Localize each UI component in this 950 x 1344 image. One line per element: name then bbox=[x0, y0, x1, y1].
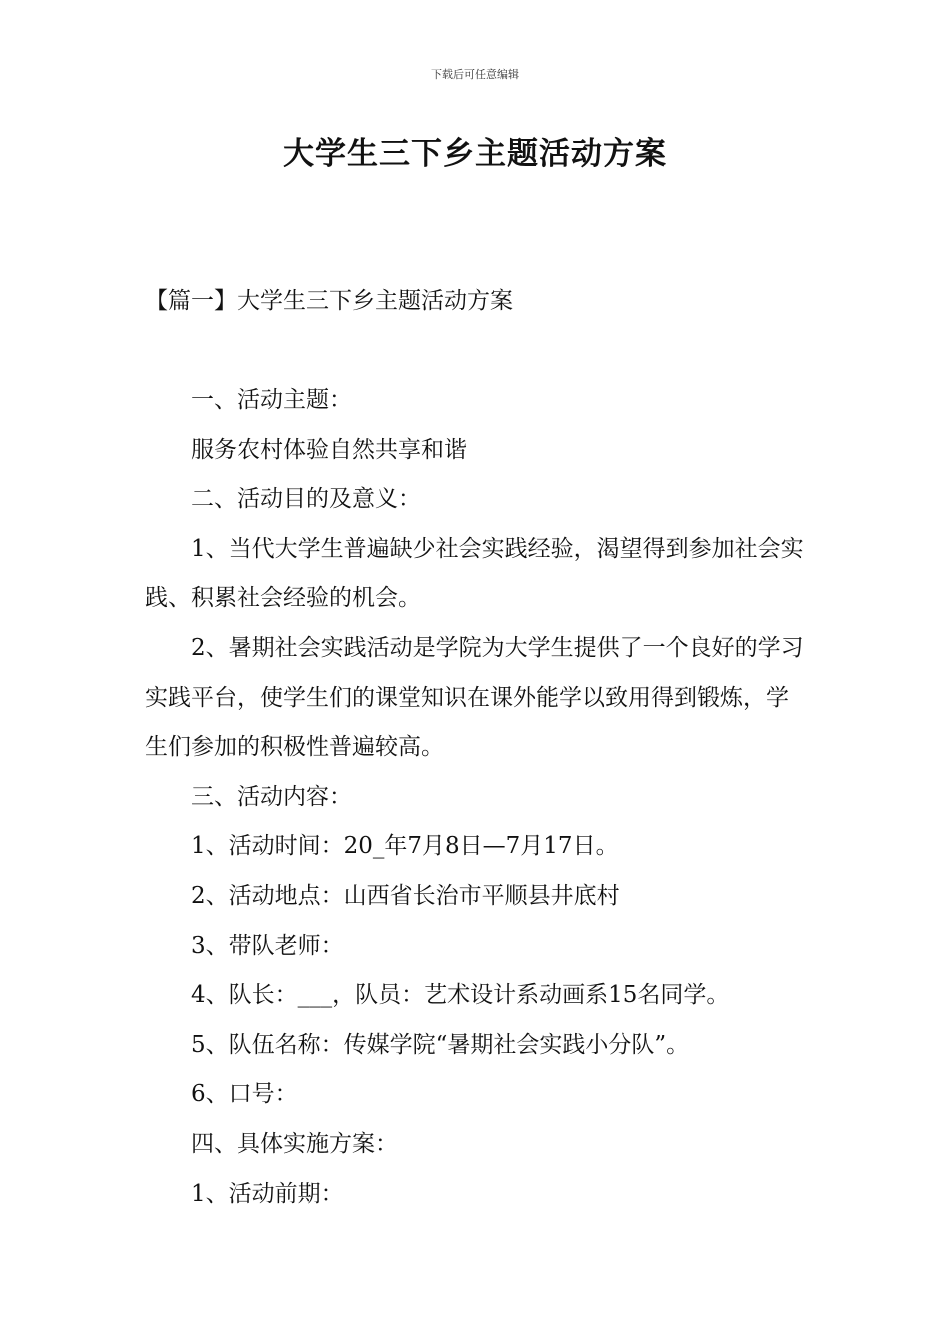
document-body bbox=[145, 376, 810, 1219]
paragraph: 3、带队老师： bbox=[191, 932, 344, 959]
paragraph: 2、活动地点：山西省长治市平顺县井底村 bbox=[191, 882, 620, 909]
paragraph: 5、队伍名称：传媒学院“暑期社会实践小分队”。 bbox=[191, 1031, 690, 1058]
paragraph: 1、活动前期： bbox=[191, 1180, 344, 1207]
paragraph: 1、活动时间：20_年7月8日—7月17日。 bbox=[191, 833, 619, 860]
section-title: 【篇一】大学生三下乡主题活动方案 bbox=[145, 288, 513, 314]
paragraph: 服务农村体验自然共享和谐 bbox=[191, 436, 467, 463]
paragraph: 1、当代大学生普遍缺少社会实践经验，渴望得到参加社会实践、积累社会经验的机会。 bbox=[145, 535, 804, 612]
paragraph: 2、暑期社会实践活动是学院为大学生提供了一个良好的学习实践平台，使学生们的课堂知识在课外能学以致用得到锻炼，学生们参加的积极性普遍较高。 bbox=[145, 634, 804, 761]
paragraph: 6、口号： bbox=[191, 1081, 298, 1108]
header-note: 下载后可任意编辑 bbox=[431, 68, 519, 81]
paragraph: 四、具体实施方案： bbox=[191, 1130, 398, 1157]
paragraph: 二、活动目的及意义： bbox=[191, 486, 421, 513]
paragraph: 一、活动主题： bbox=[191, 387, 352, 413]
paragraph: 三、活动内容： bbox=[191, 783, 352, 810]
paragraph: 4、队长：___，队员：艺术设计系动画系15名同学。 bbox=[191, 982, 730, 1009]
document-title: 大学生三下乡主题活动方案 bbox=[283, 136, 667, 172]
